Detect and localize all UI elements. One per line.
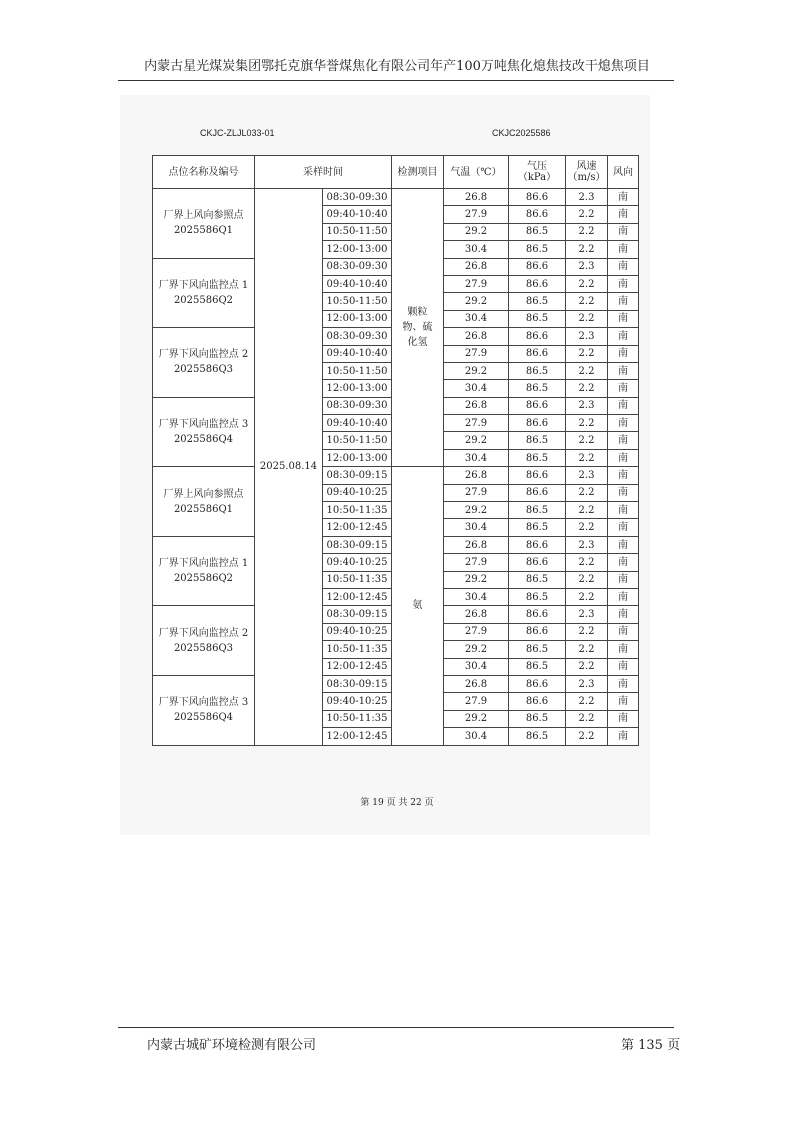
temperature-cell: 27.9 bbox=[444, 484, 509, 501]
sampling-time-cell: 10:50-11:35 bbox=[323, 710, 392, 727]
temperature-cell: 29.2 bbox=[444, 641, 509, 658]
pressure-cell: 86.6 bbox=[509, 606, 566, 623]
wind-direction-cell: 南 bbox=[608, 432, 639, 449]
footer-company: 内蒙古城矿环境检测有限公司 bbox=[147, 1038, 317, 1053]
temperature-cell: 27.9 bbox=[444, 206, 509, 223]
wind-direction-cell: 南 bbox=[608, 258, 639, 275]
wind-direction-cell: 南 bbox=[608, 588, 639, 605]
doc-code-right: CKJC2025586 bbox=[492, 128, 551, 138]
header-wind-direction: 风向 bbox=[608, 156, 639, 189]
wind-direction-cell: 南 bbox=[608, 293, 639, 310]
monitoring-table bbox=[152, 155, 639, 746]
wind-speed-cell: 2.3 bbox=[566, 397, 608, 414]
table-row bbox=[153, 189, 639, 206]
sampling-time-cell: 09:40-10:25 bbox=[323, 484, 392, 501]
sampling-time-cell: 09:40-10:40 bbox=[323, 415, 392, 432]
sampling-time-cell: 08:30-09:15 bbox=[323, 675, 392, 692]
pressure-cell: 86.5 bbox=[509, 641, 566, 658]
sampling-time-cell: 10:50-11:50 bbox=[323, 362, 392, 379]
point-name-cell: 厂界下风向监控点 3 2025586Q4 bbox=[153, 397, 255, 467]
sampling-time-cell: 08:30-09:30 bbox=[323, 328, 392, 345]
wind-direction-cell: 南 bbox=[608, 484, 639, 501]
sampling-time-cell: 10:50-11:35 bbox=[323, 571, 392, 588]
wind-speed-cell: 2.2 bbox=[566, 362, 608, 379]
sampling-time-cell: 09:40-10:25 bbox=[323, 554, 392, 571]
temperature-cell: 30.4 bbox=[444, 519, 509, 536]
wind-direction-cell: 南 bbox=[608, 189, 639, 206]
temperature-cell: 27.9 bbox=[444, 554, 509, 571]
temperature-cell: 29.2 bbox=[444, 223, 509, 240]
pressure-cell: 86.6 bbox=[509, 467, 566, 484]
wind-direction-cell: 南 bbox=[608, 571, 639, 588]
wind-speed-cell: 2.3 bbox=[566, 536, 608, 553]
wind-speed-cell: 2.2 bbox=[566, 206, 608, 223]
temperature-cell: 26.8 bbox=[444, 397, 509, 414]
temperature-cell: 26.8 bbox=[444, 675, 509, 692]
sampling-time-cell: 12:00-13:00 bbox=[323, 449, 392, 466]
point-name-cell: 厂界上风向参照点 2025586Q1 bbox=[153, 467, 255, 537]
temperature-cell: 26.8 bbox=[444, 467, 509, 484]
header-item: 检测项目 bbox=[392, 156, 444, 189]
pressure-cell: 86.6 bbox=[509, 415, 566, 432]
sampling-date-cell: 2025.08.14 bbox=[255, 189, 323, 746]
temperature-cell: 29.2 bbox=[444, 571, 509, 588]
wind-speed-cell: 2.3 bbox=[566, 189, 608, 206]
wind-direction-cell: 南 bbox=[608, 206, 639, 223]
pressure-cell: 86.6 bbox=[509, 536, 566, 553]
wind-speed-cell: 2.2 bbox=[566, 223, 608, 240]
sampling-time-cell: 08:30-09:15 bbox=[323, 606, 392, 623]
wind-direction-cell: 南 bbox=[608, 241, 639, 258]
wind-speed-cell: 2.3 bbox=[566, 258, 608, 275]
wind-direction-cell: 南 bbox=[608, 606, 639, 623]
sampling-time-cell: 12:00-12:45 bbox=[323, 588, 392, 605]
wind-speed-cell: 2.2 bbox=[566, 293, 608, 310]
pressure-cell: 86.5 bbox=[509, 710, 566, 727]
pressure-cell: 86.5 bbox=[509, 223, 566, 240]
temperature-cell: 30.4 bbox=[444, 310, 509, 327]
page-number: 第 19 页 共 22 页 bbox=[360, 798, 434, 808]
temperature-cell: 30.4 bbox=[444, 658, 509, 675]
pressure-cell: 86.5 bbox=[509, 362, 566, 379]
sampling-time-cell: 10:50-11:50 bbox=[323, 223, 392, 240]
pressure-cell: 86.5 bbox=[509, 449, 566, 466]
wind-speed-cell: 2.3 bbox=[566, 675, 608, 692]
temperature-cell: 29.2 bbox=[444, 710, 509, 727]
wind-direction-cell: 南 bbox=[608, 310, 639, 327]
wind-direction-cell: 南 bbox=[608, 658, 639, 675]
sampling-time-cell: 09:40-10:40 bbox=[323, 275, 392, 292]
wind-direction-cell: 南 bbox=[608, 397, 639, 414]
pressure-cell: 86.5 bbox=[509, 310, 566, 327]
wind-speed-cell: 2.2 bbox=[566, 728, 608, 745]
wind-direction-cell: 南 bbox=[608, 623, 639, 640]
pressure-cell: 86.5 bbox=[509, 293, 566, 310]
temperature-cell: 27.9 bbox=[444, 693, 509, 710]
temperature-cell: 30.4 bbox=[444, 728, 509, 745]
sampling-time-cell: 10:50-11:35 bbox=[323, 502, 392, 519]
wind-speed-cell: 2.2 bbox=[566, 502, 608, 519]
wind-direction-cell: 南 bbox=[608, 362, 639, 379]
pressure-cell: 86.6 bbox=[509, 484, 566, 501]
temperature-cell: 30.4 bbox=[444, 241, 509, 258]
header-pressure: 气压 （kPa） bbox=[509, 156, 566, 189]
pressure-cell: 86.6 bbox=[509, 693, 566, 710]
point-name-cell: 厂界下风向监控点 1 2025586Q2 bbox=[153, 258, 255, 328]
wind-direction-cell: 南 bbox=[608, 675, 639, 692]
sampling-time-cell: 09:40-10:40 bbox=[323, 345, 392, 362]
header-point: 点位名称及编号 bbox=[153, 156, 255, 189]
sampling-time-cell: 12:00-13:00 bbox=[323, 310, 392, 327]
temperature-cell: 26.8 bbox=[444, 258, 509, 275]
temperature-cell: 27.9 bbox=[444, 415, 509, 432]
pressure-cell: 86.6 bbox=[509, 275, 566, 292]
sampling-time-cell: 12:00-13:00 bbox=[323, 380, 392, 397]
sampling-time-cell: 08:30-09:30 bbox=[323, 189, 392, 206]
wind-speed-cell: 2.2 bbox=[566, 641, 608, 658]
point-name-cell: 厂界下风向监控点 2 2025586Q3 bbox=[153, 606, 255, 676]
wind-speed-cell: 2.2 bbox=[566, 693, 608, 710]
wind-direction-cell: 南 bbox=[608, 519, 639, 536]
wind-direction-cell: 南 bbox=[608, 345, 639, 362]
temperature-cell: 26.8 bbox=[444, 536, 509, 553]
temperature-cell: 29.2 bbox=[444, 293, 509, 310]
wind-direction-cell: 南 bbox=[608, 467, 639, 484]
header-wind-speed: 风速 （m/s） bbox=[566, 156, 608, 189]
wind-speed-cell: 2.2 bbox=[566, 415, 608, 432]
doc-code-left: CKJC-ZLJL033-01 bbox=[200, 128, 275, 138]
wind-direction-cell: 南 bbox=[608, 502, 639, 519]
sampling-time-cell: 09:40-10:25 bbox=[323, 693, 392, 710]
pressure-cell: 86.5 bbox=[509, 588, 566, 605]
sampling-time-cell: 10:50-11:35 bbox=[323, 641, 392, 658]
pressure-cell: 86.6 bbox=[509, 554, 566, 571]
sampling-time-cell: 10:50-11:50 bbox=[323, 293, 392, 310]
sampling-time-cell: 10:50-11:50 bbox=[323, 432, 392, 449]
wind-speed-cell: 2.3 bbox=[566, 606, 608, 623]
wind-direction-cell: 南 bbox=[608, 328, 639, 345]
wind-direction-cell: 南 bbox=[608, 536, 639, 553]
wind-speed-cell: 2.2 bbox=[566, 623, 608, 640]
wind-speed-cell: 2.2 bbox=[566, 310, 608, 327]
temperature-cell: 29.2 bbox=[444, 502, 509, 519]
sampling-time-cell: 08:30-09:15 bbox=[323, 467, 392, 484]
temperature-cell: 27.9 bbox=[444, 275, 509, 292]
table-row bbox=[153, 467, 639, 484]
test-item-cell: 氨 bbox=[392, 467, 444, 745]
wind-direction-cell: 南 bbox=[608, 710, 639, 727]
wind-speed-cell: 2.2 bbox=[566, 380, 608, 397]
temperature-cell: 27.9 bbox=[444, 623, 509, 640]
pressure-cell: 86.5 bbox=[509, 432, 566, 449]
wind-speed-cell: 2.2 bbox=[566, 275, 608, 292]
wind-speed-cell: 2.2 bbox=[566, 484, 608, 501]
sampling-time-cell: 08:30-09:30 bbox=[323, 397, 392, 414]
sampling-time-cell: 12:00-12:45 bbox=[323, 658, 392, 675]
temperature-cell: 30.4 bbox=[444, 449, 509, 466]
point-name-cell: 厂界下风向监控点 2 2025586Q3 bbox=[153, 328, 255, 398]
pressure-cell: 86.5 bbox=[509, 502, 566, 519]
temperature-cell: 30.4 bbox=[444, 588, 509, 605]
pressure-cell: 86.6 bbox=[509, 189, 566, 206]
wind-direction-cell: 南 bbox=[608, 380, 639, 397]
page-header: 内蒙古星光煤炭集团鄂托克旗华誉煤焦化有限公司年产100万吨焦化熄焦技改干熄焦项目 bbox=[144, 59, 650, 74]
wind-speed-cell: 2.3 bbox=[566, 467, 608, 484]
wind-speed-cell: 2.2 bbox=[566, 519, 608, 536]
header-temperature: 气温（℃） bbox=[444, 156, 509, 189]
pressure-cell: 86.6 bbox=[509, 675, 566, 692]
temperature-cell: 26.8 bbox=[444, 328, 509, 345]
pressure-cell: 86.6 bbox=[509, 258, 566, 275]
sampling-time-cell: 12:00-13:00 bbox=[323, 241, 392, 258]
temperature-cell: 27.9 bbox=[444, 345, 509, 362]
wind-speed-cell: 2.2 bbox=[566, 658, 608, 675]
wind-direction-cell: 南 bbox=[608, 554, 639, 571]
pressure-cell: 86.6 bbox=[509, 623, 566, 640]
wind-direction-cell: 南 bbox=[608, 415, 639, 432]
temperature-cell: 29.2 bbox=[444, 362, 509, 379]
test-item-cell: 颗粒物、硫化氢 bbox=[392, 189, 444, 467]
wind-speed-cell: 2.2 bbox=[566, 449, 608, 466]
temperature-cell: 26.8 bbox=[444, 606, 509, 623]
wind-direction-cell: 南 bbox=[608, 641, 639, 658]
pressure-cell: 86.6 bbox=[509, 328, 566, 345]
pressure-cell: 86.5 bbox=[509, 658, 566, 675]
pressure-cell: 86.6 bbox=[509, 397, 566, 414]
sampling-time-cell: 09:40-10:25 bbox=[323, 623, 392, 640]
pressure-cell: 86.6 bbox=[509, 206, 566, 223]
wind-speed-cell: 2.2 bbox=[566, 241, 608, 258]
wind-speed-cell: 2.2 bbox=[566, 571, 608, 588]
pressure-cell: 86.5 bbox=[509, 519, 566, 536]
wind-speed-cell: 2.2 bbox=[566, 710, 608, 727]
wind-speed-cell: 2.2 bbox=[566, 554, 608, 571]
footer-rule bbox=[118, 1027, 674, 1028]
wind-direction-cell: 南 bbox=[608, 275, 639, 292]
temperature-cell: 30.4 bbox=[444, 380, 509, 397]
wind-speed-cell: 2.2 bbox=[566, 588, 608, 605]
pressure-cell: 86.5 bbox=[509, 241, 566, 258]
wind-speed-cell: 2.2 bbox=[566, 432, 608, 449]
wind-speed-cell: 2.3 bbox=[566, 328, 608, 345]
footer-page: 第 135 页 bbox=[621, 1038, 681, 1053]
pressure-cell: 86.6 bbox=[509, 345, 566, 362]
sampling-time-cell: 08:30-09:30 bbox=[323, 258, 392, 275]
sampling-time-cell: 12:00-12:45 bbox=[323, 728, 392, 745]
table-header-row bbox=[153, 156, 639, 189]
wind-direction-cell: 南 bbox=[608, 693, 639, 710]
pressure-cell: 86.5 bbox=[509, 380, 566, 397]
pressure-cell: 86.5 bbox=[509, 571, 566, 588]
point-name-cell: 厂界下风向监控点 1 2025586Q2 bbox=[153, 536, 255, 606]
wind-direction-cell: 南 bbox=[608, 728, 639, 745]
sampling-time-cell: 09:40-10:40 bbox=[323, 206, 392, 223]
pressure-cell: 86.5 bbox=[509, 728, 566, 745]
sampling-time-cell: 12:00-12:45 bbox=[323, 519, 392, 536]
header-sampling-time: 采样时间 bbox=[255, 156, 392, 189]
header-rule bbox=[118, 80, 674, 81]
point-name-cell: 厂界上风向参照点 2025586Q1 bbox=[153, 189, 255, 259]
temperature-cell: 26.8 bbox=[444, 189, 509, 206]
sampling-time-cell: 08:30-09:15 bbox=[323, 536, 392, 553]
wind-speed-cell: 2.2 bbox=[566, 345, 608, 362]
temperature-cell: 29.2 bbox=[444, 432, 509, 449]
point-name-cell: 厂界下风向监控点 3 2025586Q4 bbox=[153, 675, 255, 745]
wind-direction-cell: 南 bbox=[608, 449, 639, 466]
wind-direction-cell: 南 bbox=[608, 223, 639, 240]
